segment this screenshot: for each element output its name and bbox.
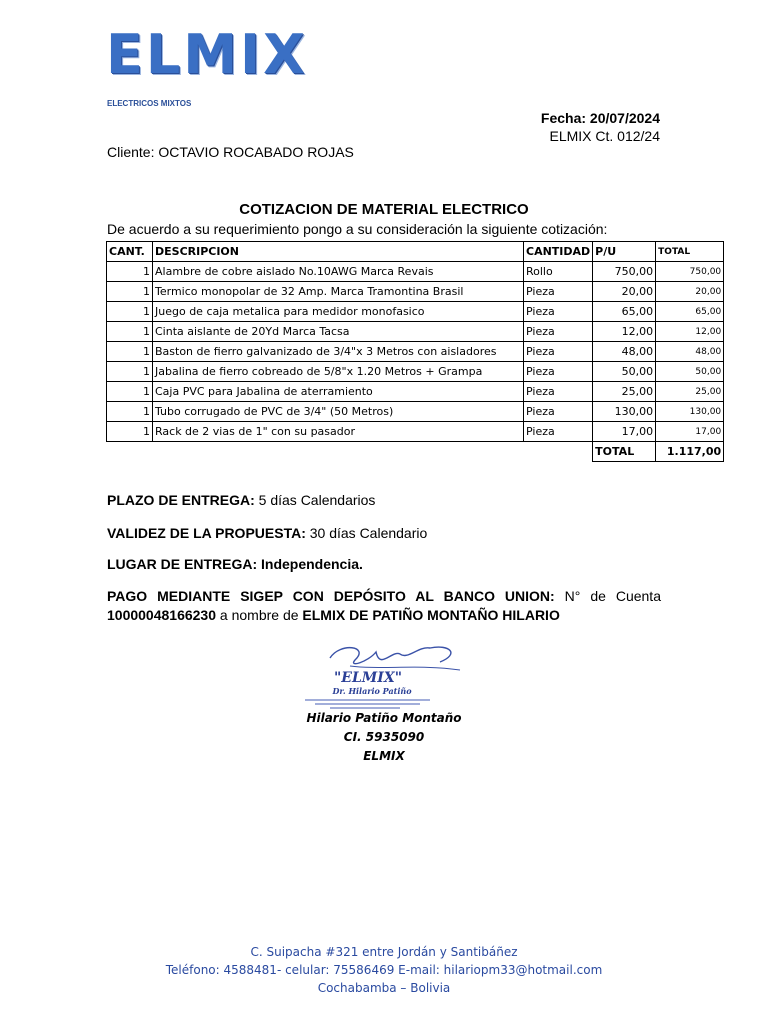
table-row	[107, 282, 724, 302]
row-pu: 25,00	[593, 382, 656, 402]
date-label: Fecha: 20/07/2024	[540, 110, 660, 126]
table-row	[107, 422, 724, 442]
row-cantidad: Rollo	[524, 262, 593, 282]
signer-company: ELMIX	[363, 749, 405, 763]
table-row	[107, 382, 724, 402]
table-row	[107, 262, 724, 282]
delivery-term	[107, 492, 375, 508]
row-cantidad: Pieza	[524, 362, 593, 382]
row-cant: 1	[107, 422, 153, 442]
row-cant: 1	[107, 322, 153, 342]
stamp-name: Dr. Hilario Patiño	[332, 686, 412, 696]
footer-contact: Teléfono: 4588481- celular: 75586469 E-mail: hilariopm33@hotmail.com	[165, 963, 603, 977]
row-total: 48,00	[656, 342, 724, 362]
table-row	[107, 342, 724, 362]
delivery-place-label: LUGAR DE ENTREGA: Independencia.	[107, 556, 363, 572]
row-cant: 1	[107, 382, 153, 402]
header-cantidad: CANTIDAD	[524, 242, 593, 262]
validity-term	[107, 525, 427, 541]
row-pu: 130,00	[593, 402, 656, 422]
total-value: 1.117,00	[656, 442, 724, 462]
row-cantidad: Pieza	[524, 342, 593, 362]
company-tagline: ELECTRICOS MIXTOS	[107, 99, 192, 108]
footer-address: C. Suipacha #321 entre Jordán y Santibáñez	[250, 945, 518, 959]
row-cant: 1	[107, 402, 153, 422]
row-pu: 50,00	[593, 362, 656, 382]
row-cant: 1	[107, 262, 153, 282]
row-pu: 48,00	[593, 342, 656, 362]
row-pu: 20,00	[593, 282, 656, 302]
table-header-row	[107, 242, 724, 262]
delivery-term-label: PLAZO DE ENTREGA:	[107, 492, 255, 508]
total-label: TOTAL	[593, 442, 656, 462]
signature-stroke	[330, 647, 451, 664]
row-total: 750,00	[656, 262, 724, 282]
payment-line-1	[107, 588, 661, 604]
row-descripcion: Caja PVC para Jabalina de aterramiento	[153, 382, 524, 402]
header-descripcion: DESCRIPCION	[153, 242, 524, 262]
row-total: 50,00	[656, 362, 724, 382]
delivery-place	[107, 556, 363, 572]
row-pu: 750,00	[593, 262, 656, 282]
stamp-small-lines	[305, 700, 430, 708]
row-cantidad: Pieza	[524, 322, 593, 342]
validity-term-value: 30 días Calendario	[305, 525, 428, 541]
signer-ci: CI. 5935090	[343, 730, 425, 744]
row-descripcion: Tubo corrugado de PVC de 3/4" (50 Metros)	[153, 402, 524, 422]
footer-city: Cochabamba – Bolivia	[317, 981, 451, 995]
account-number: 10000048166230	[107, 607, 217, 623]
intro-text: De acuerdo a su requerimiento pongo a su consideración la siguiente cotización:	[107, 221, 608, 237]
stamp-signature	[300, 640, 470, 710]
row-descripcion: Termico monopolar de 32 Amp. Marca Tramontina Brasil	[153, 282, 524, 302]
row-cantidad: Pieza	[524, 422, 593, 442]
account-name-prefix: a nombre de	[216, 607, 303, 623]
row-total: 12,00	[656, 322, 724, 342]
date-block	[541, 109, 660, 145]
row-descripcion: Baston de fierro galvanizado de 3/4"x 3 Metros con aisladores	[153, 342, 524, 362]
header-pu: P/U	[593, 242, 656, 262]
table-row	[107, 362, 724, 382]
row-cant: 1	[107, 302, 153, 322]
row-total: 130,00	[656, 402, 724, 422]
table-row	[107, 322, 724, 342]
row-total: 65,00	[656, 302, 724, 322]
row-cantidad: Pieza	[524, 402, 593, 422]
row-pu: 17,00	[593, 422, 656, 442]
row-descripcion: Rack de 2 vias de 1" con su pasador	[153, 422, 524, 442]
row-cantidad: Pieza	[524, 302, 593, 322]
row-descripcion: Alambre de cobre aislado No.10AWG Marca Revais	[153, 262, 524, 282]
table-row	[107, 302, 724, 322]
signer-name: Hilario Patiño Montaño	[306, 711, 462, 725]
row-cant: 1	[107, 282, 153, 302]
validity-term-label: VALIDEZ DE LA PROPUESTA:	[107, 525, 306, 541]
payment-label: PAGO MEDIANTE SIGEP CON DEPÓSITO AL BANCO UNION:	[107, 588, 555, 604]
quote-reference: ELMIX Ct. 012/24	[549, 128, 660, 144]
header-cant: CANT.	[107, 242, 153, 262]
row-descripcion: Jabalina de fierro cobreado de 5/8"x 1.20 Metros + Grampa	[153, 362, 524, 382]
row-descripcion: Juego de caja metalica para medidor monofasico	[153, 302, 524, 322]
table-total-row	[107, 442, 724, 462]
row-cantidad: Pieza	[524, 282, 593, 302]
account-holder: ELMIX DE PATIÑO MONTAÑO HILARIO	[302, 607, 560, 623]
account-label: N° de Cuenta	[554, 588, 661, 604]
quote-table	[106, 241, 724, 462]
row-descripcion: Cinta aislante de 20Yd Marca Tacsa	[153, 322, 524, 342]
header-total: TOTAL	[656, 242, 724, 262]
client-name: Cliente: OCTAVIO ROCABADO ROJAS	[107, 144, 354, 160]
stamp-title: "ELMIX"	[333, 670, 403, 686]
document-title: COTIZACION DE MATERIAL ELECTRICO	[239, 201, 529, 218]
row-pu: 65,00	[593, 302, 656, 322]
payment-line-2	[107, 607, 560, 623]
company-logo: ELMIX	[106, 23, 308, 86]
row-cant: 1	[107, 362, 153, 382]
row-pu: 12,00	[593, 322, 656, 342]
row-total: 25,00	[656, 382, 724, 402]
row-cantidad: Pieza	[524, 382, 593, 402]
delivery-term-value: 5 días Calendarios	[254, 492, 376, 508]
row-total: 20,00	[656, 282, 724, 302]
row-cant: 1	[107, 342, 153, 362]
row-total: 17,00	[656, 422, 724, 442]
table-row	[107, 402, 724, 422]
